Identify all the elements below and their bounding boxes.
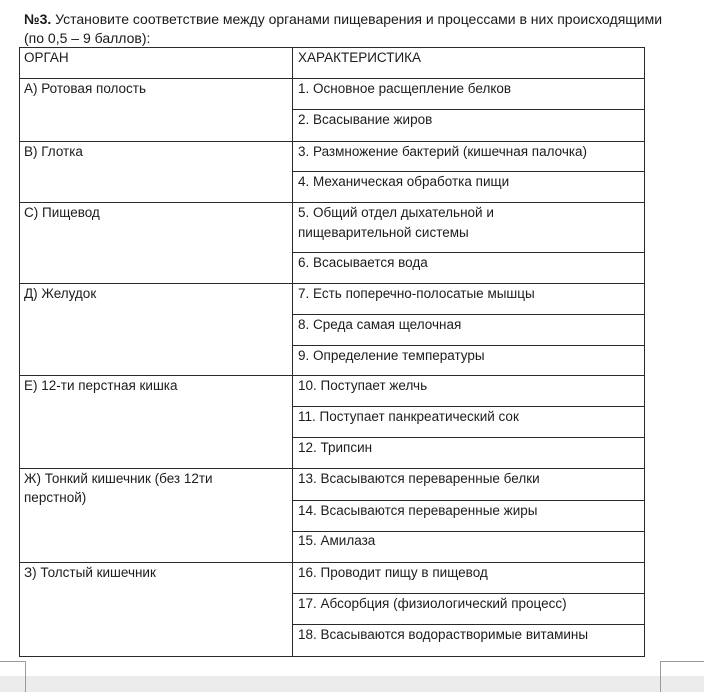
- organ-cell: Е) 12-ти перстная кишка: [24, 378, 178, 393]
- organ-cell: В) Глотка: [24, 144, 83, 159]
- characteristic-cell: 3. Размножение бактерий (кишечная палочка): [298, 144, 588, 159]
- task-text: Установите соответствие между органами пищеварения и процессами в них происходящими (по 0,5 – 9 баллов):: [24, 11, 663, 46]
- page-corner-mark-right: [660, 661, 704, 662]
- organ-cell: Ж) Тонкий кишечник (без 12ти перстной): [24, 471, 213, 505]
- header-characteristic: ХАРАКТЕРИСТИКА: [298, 50, 422, 65]
- characteristic-cell: 2. Всасывание жиров: [298, 112, 433, 127]
- characteristic-cell: 4. Механическая обработка пищи: [298, 174, 510, 189]
- characteristic-cell: 7. Есть поперечно-полосатые мышцы: [298, 286, 535, 301]
- characteristic-cell: 11. Поступает панкреатический сок: [298, 409, 519, 424]
- characteristic-cell: 16. Проводит пищу в пищевод: [298, 565, 488, 580]
- characteristic-cell: 9. Определение температуры: [298, 348, 485, 363]
- page-corner-mark-left: [0, 661, 26, 662]
- characteristic-cell: 8. Среда самая щелочная: [298, 317, 462, 332]
- organ-cell: А) Ротовая полость: [24, 81, 147, 96]
- page-corner-mark-left-vertical: [25, 661, 26, 692]
- table-column-divider: [292, 47, 293, 657]
- table-border-left: [19, 47, 20, 657]
- characteristic-cell: 10. Поступает желчь: [298, 378, 428, 393]
- organ-cell: З) Толстый кишечник: [24, 565, 156, 580]
- characteristic-cell: 6. Всасывается вода: [298, 255, 428, 270]
- matching-table: [19, 47, 645, 657]
- page-gap: [0, 676, 704, 692]
- characteristic-cell: 18. Всасываются водорастворимые витамины: [298, 627, 589, 642]
- characteristic-cell: 5. Общий отдел дыхательной и пищеварительной системы: [298, 205, 494, 240]
- characteristic-cell: 12. Трипсин: [298, 440, 373, 455]
- organ-cell: Д) Желудок: [24, 286, 97, 301]
- task-heading: [24, 10, 664, 48]
- task-number: №3.: [24, 11, 52, 27]
- organ-cell: С) Пищевод: [24, 205, 100, 220]
- characteristic-cell: 15. Амилаза: [298, 533, 376, 548]
- characteristic-cell: 13. Всасываются переваренные белки: [298, 471, 540, 486]
- header-organ: ОРГАН: [24, 50, 69, 65]
- table-border-right: [644, 47, 645, 657]
- characteristic-cell: 17. Абсорбция (физиологический процесс): [298, 596, 567, 611]
- characteristic-cell: 14. Всасываются переваренные жиры: [298, 503, 538, 518]
- page-corner-mark-right-vertical: [660, 661, 661, 692]
- characteristic-cell: 1. Основное расщепление белков: [298, 81, 512, 96]
- table-border-bottom: [19, 656, 645, 657]
